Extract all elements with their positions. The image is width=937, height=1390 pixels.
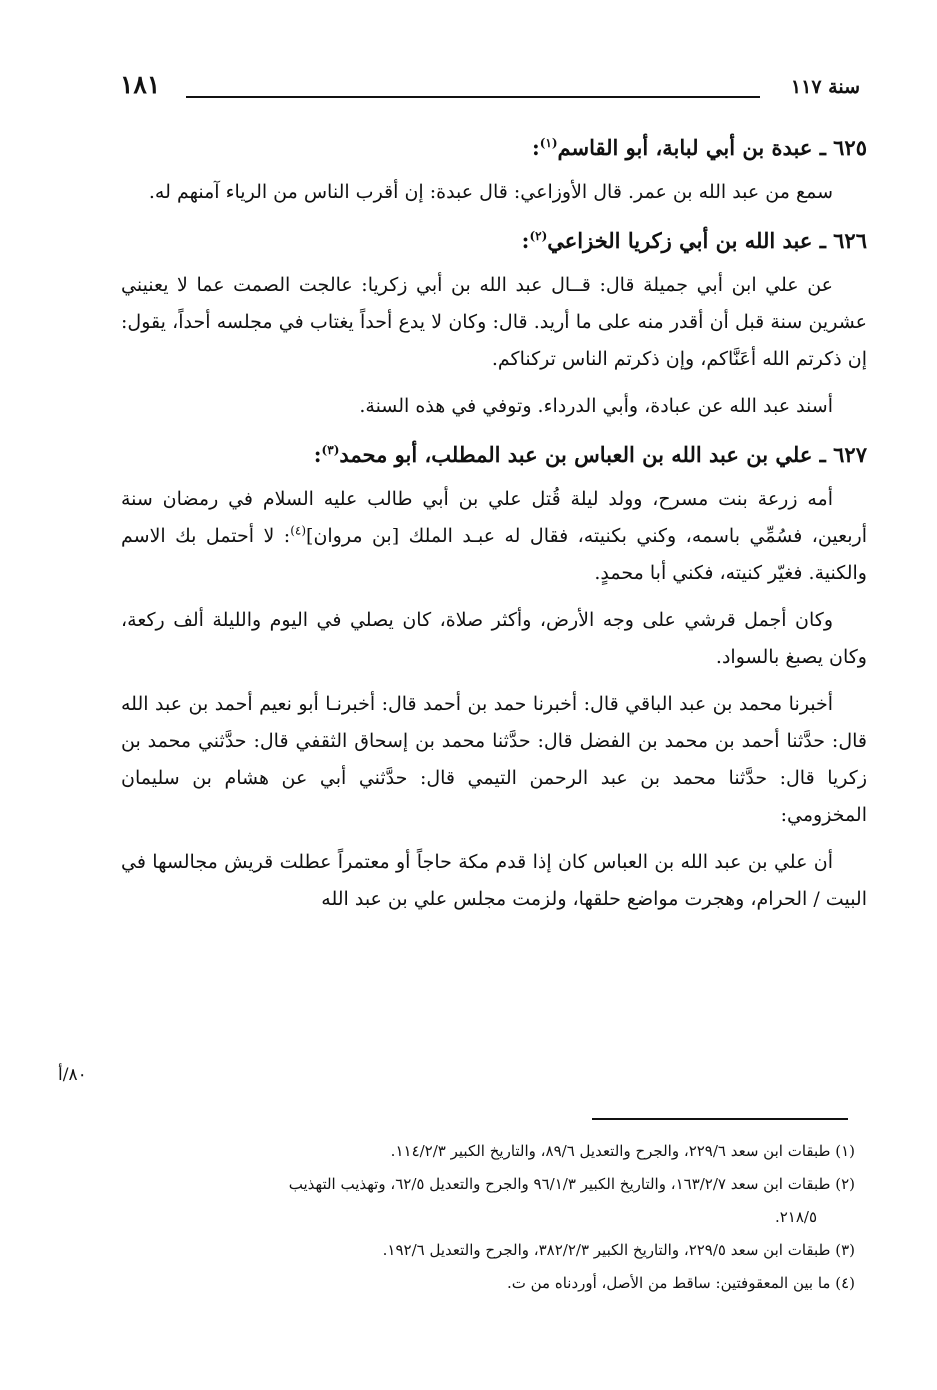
footnote-line: (٤) ما بين المعقوفتين: ساقط من الأصل، أوردناه من ت. bbox=[506, 1274, 855, 1292]
entry-paragraph: عن علي ابن أبي جميلة قال: قــال عبد الله بن أبي زكريا: عالجت الصمت عما لا يعنيني عشرين سنة قبل أن أقدر منه على ما أريد. قال: وكان لا يدع أحداً يغتاب في مجلسه أحداً، يقول: إن ذكرتم الله أعَنَّاكم، وإن ذكرتم الناس تركناكم. bbox=[121, 274, 867, 370]
entry-paragraph bbox=[121, 481, 867, 592]
entry-heading-text: ٦٢٦ ـ عبد الله بن أبي زكريا الخزاعي bbox=[547, 228, 867, 253]
entry-heading bbox=[121, 221, 867, 261]
entry-heading-text: ٦٢٥ ـ عبدة بن أبي لبابة، أبو القاسم bbox=[557, 135, 867, 160]
manuscript-folio-note: ٨٠/أ bbox=[58, 1065, 87, 1085]
entry-heading bbox=[121, 435, 867, 475]
footnote-line: ٢١٨/٥. bbox=[774, 1208, 817, 1226]
running-head-year: سنة ١١٧ bbox=[790, 76, 860, 98]
paragraph-text: أمه زرعة بنت مسرح، وولد ليلة قُتل علي بن أبي طالب عليه السلام في رمضان سنة أربعين، فسُمِّي باسمه، وكني بكنيته، فقال له عبـد الملك [بن مروان] bbox=[121, 488, 867, 547]
footnote-line: (١) طبقات ابن سعد ٢٢٩/٦، والجرح والتعديل ٨٩/٦، والتاريخ الكبير ١١٤/٢/٣. bbox=[390, 1142, 855, 1160]
entry-paragraph: أخبرنا محمد بن عبد الباقي قال: أخبرنا حمد بن أحمد قال: أخبرنـا أبو نعيم أحمد بن عبد الله قال: حدَّثنا أحمد بن محمد بن الفضل قال: حدَّثنا محمد بن إسحاق الثقفي قال: حدَّثني محمد بن زكريا قال: حدَّثنا محمد بن عبد الرحمن التيمي قال: حدَّثني أبي عن هشام بن سليمان المخزومي: bbox=[121, 693, 867, 826]
footnote-ref: (١) bbox=[539, 136, 558, 150]
header-rule bbox=[186, 96, 760, 98]
entry-heading-colon: : bbox=[313, 442, 322, 467]
entry-heading-colon: : bbox=[521, 228, 530, 253]
running-head bbox=[120, 70, 860, 106]
entry-paragraph: أن علي بن عبد الله بن العباس كان إذا قدم مكة حاجاً أو معتمراً عطلت قريش مجالسها في البيت / الحرام، وهجرت مواضع حلقها، ولزمت مجلس علي بن عبد الله bbox=[121, 851, 867, 910]
entry-paragraph: وكان أجمل قرشي على وجه الأرض، وأكثر صلاة، كان يصلي في اليوم والليلة ألف ركعة، وكان يصبغ بالسواد. bbox=[121, 609, 867, 668]
page-body bbox=[121, 128, 867, 928]
footnotes bbox=[95, 1135, 855, 1300]
footnote-line: (٣) طبقات ابن سعد ٢٢٩/٥، والتاريخ الكبير ٣٨٢/٢/٣، والجرح والتعديل ١٩٢/٦. bbox=[382, 1241, 855, 1259]
entry-heading-colon: : bbox=[531, 135, 540, 160]
footnote-ref: (٢) bbox=[529, 229, 548, 243]
paragraph-text: : لا أحتمل بك الاسم والكنية. فغيّر كنيته، فكني أبا محمدٍ. bbox=[121, 525, 867, 584]
entry-paragraph: سمع من عبد الله بن عمر. قال الأوزاعي: قال عبدة: إن أقرب الناس من الرياء آمنهم له. bbox=[148, 181, 833, 203]
entry-heading-text: ٦٢٧ ـ علي بن عبد الله بن العباس بن عبد المطلب، أبو محمد bbox=[339, 442, 867, 467]
footnote-ref: (٣) bbox=[321, 443, 340, 457]
page-number: ١٨١ bbox=[120, 70, 161, 99]
footnote-line: (٢) طبقات ابن سعد ١٦٣/٢/٧، والتاريخ الكبير ٩٦/١/٣ والجرح والتعديل ٦٢/٥، وتهذيب التهذيب bbox=[288, 1175, 855, 1193]
footnote-ref: (٤) bbox=[290, 523, 307, 538]
entry-paragraph: أسند عبد الله عن عبادة، وأبي الدرداء. وتوفي في هذه السنة. bbox=[359, 395, 833, 417]
entry-heading bbox=[121, 128, 867, 168]
footnote-rule bbox=[592, 1118, 848, 1120]
